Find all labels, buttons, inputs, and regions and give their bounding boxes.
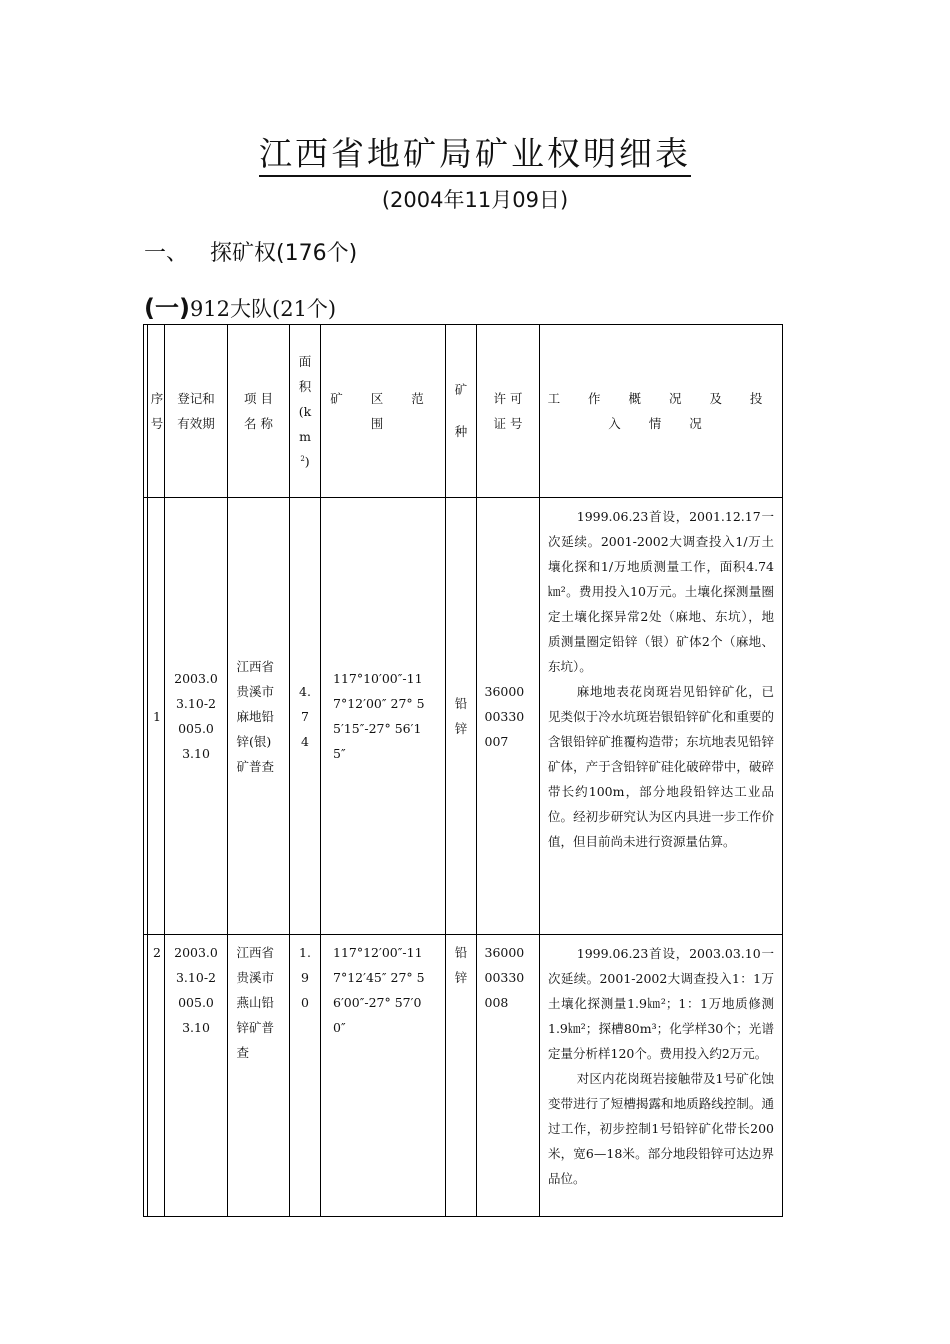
- row-seq: 2: [144, 935, 165, 1217]
- row-permit: 3600000330008: [477, 935, 540, 1217]
- row-area: 4.74: [290, 498, 321, 935]
- header-area: 面积$(km^2)$: [290, 325, 321, 498]
- row-project-name: 江西省贵溪市燕山铅锌矿普查: [228, 935, 290, 1217]
- table-row: [144, 498, 783, 935]
- row-area: 1.90: [290, 935, 321, 1217]
- row-registration: 2003.03.10-2005.03.10: [165, 498, 228, 935]
- table-row: [144, 935, 783, 1217]
- report-date: (2004年11月09日): [381, 188, 569, 212]
- header-work-summary: 工 作 概 况 及 投 入 情 况: [540, 325, 783, 498]
- header-registration: 登记和有效期: [165, 325, 228, 498]
- work-paragraph: 1999.06.23首设，2001.12.17一次延续。2001-2002大调查投入1/万土壤化探和1/万地质测量工作，面积4.74㎞²。费用投入10万元。土壤化探测量圈定土壤化探异常2处（麻地、东坑），地质测量圈定铅锌（银）矿体2个（麻地、东坑）。: [548, 509, 774, 674]
- row-mineral: 铅锌: [446, 935, 477, 1217]
- page-title: 江西省地矿局矿业权明细表: [0, 128, 950, 175]
- row-work-summary: [540, 935, 783, 1217]
- header-project-name: 项 目 名 称: [228, 325, 290, 498]
- row-range: 117°12′00″-117°12′45″ 27° 56′00″-27° 57′00″: [321, 935, 446, 1217]
- table-header-row: [144, 325, 783, 498]
- row-permit: 3600000330007: [477, 498, 540, 935]
- section-number: 一、: [144, 241, 189, 266]
- row-work-summary: [540, 498, 783, 935]
- row-mineral: 铅锌: [446, 498, 477, 935]
- section-heading-exploration-rights: [144, 236, 357, 267]
- row-registration: 2003.03.10-2005.03.10: [165, 935, 228, 1217]
- subsection-number: (一): [144, 294, 190, 322]
- row-seq: 1: [144, 498, 165, 935]
- mining-rights-table: [143, 324, 783, 1217]
- work-paragraph: 对区内花岗斑岩接触带及1号矿化蚀变带进行了短槽揭露和地质路线控制。通过工作，初步控制1号铅锌矿化带长200米，宽6—18米。部分地段铅锌可达边界品位。: [548, 1071, 774, 1186]
- row-project-name: 江西省贵溪市麻地铅锌(银)矿普查: [228, 498, 290, 935]
- header-seq: 序号: [144, 325, 165, 498]
- subsection-heading-912-team: [144, 288, 336, 323]
- work-paragraph: 麻地地表花岗斑岩见铅锌矿化，已见类似于冷水坑斑岩银铅锌矿化和重要的含银铅锌矿推覆构造带；东坑地表见铅锌矿体，产于含铅锌矿硅化破碎带中，破碎带长约100m，部分地段铅锌达工业品位。经初步研究认为区内具进一步工作价值，但目前尚未进行资源量估算。: [548, 684, 774, 849]
- row-range: 117°10′00″-117°12′00″ 27° 55′15″-27° 56′15″: [321, 498, 446, 935]
- subsection-label: 912大队(21个): [189, 297, 337, 321]
- header-mineral: 矿种: [446, 325, 477, 498]
- header-permit: 许 可 证 号: [477, 325, 540, 498]
- section-label: 探矿权(176个): [210, 241, 358, 266]
- work-paragraph: 1999.06.23首设，2003.03.10一次延续。2001-2002大调查投入1：1万土壤化探测量1.9㎞²；1：1万地质修测1.9㎞²；探槽80m³；化学样30个；光谱定量分析样120个。费用投入约2万元。: [548, 946, 774, 1061]
- header-range: 矿 区 范 围: [321, 325, 446, 498]
